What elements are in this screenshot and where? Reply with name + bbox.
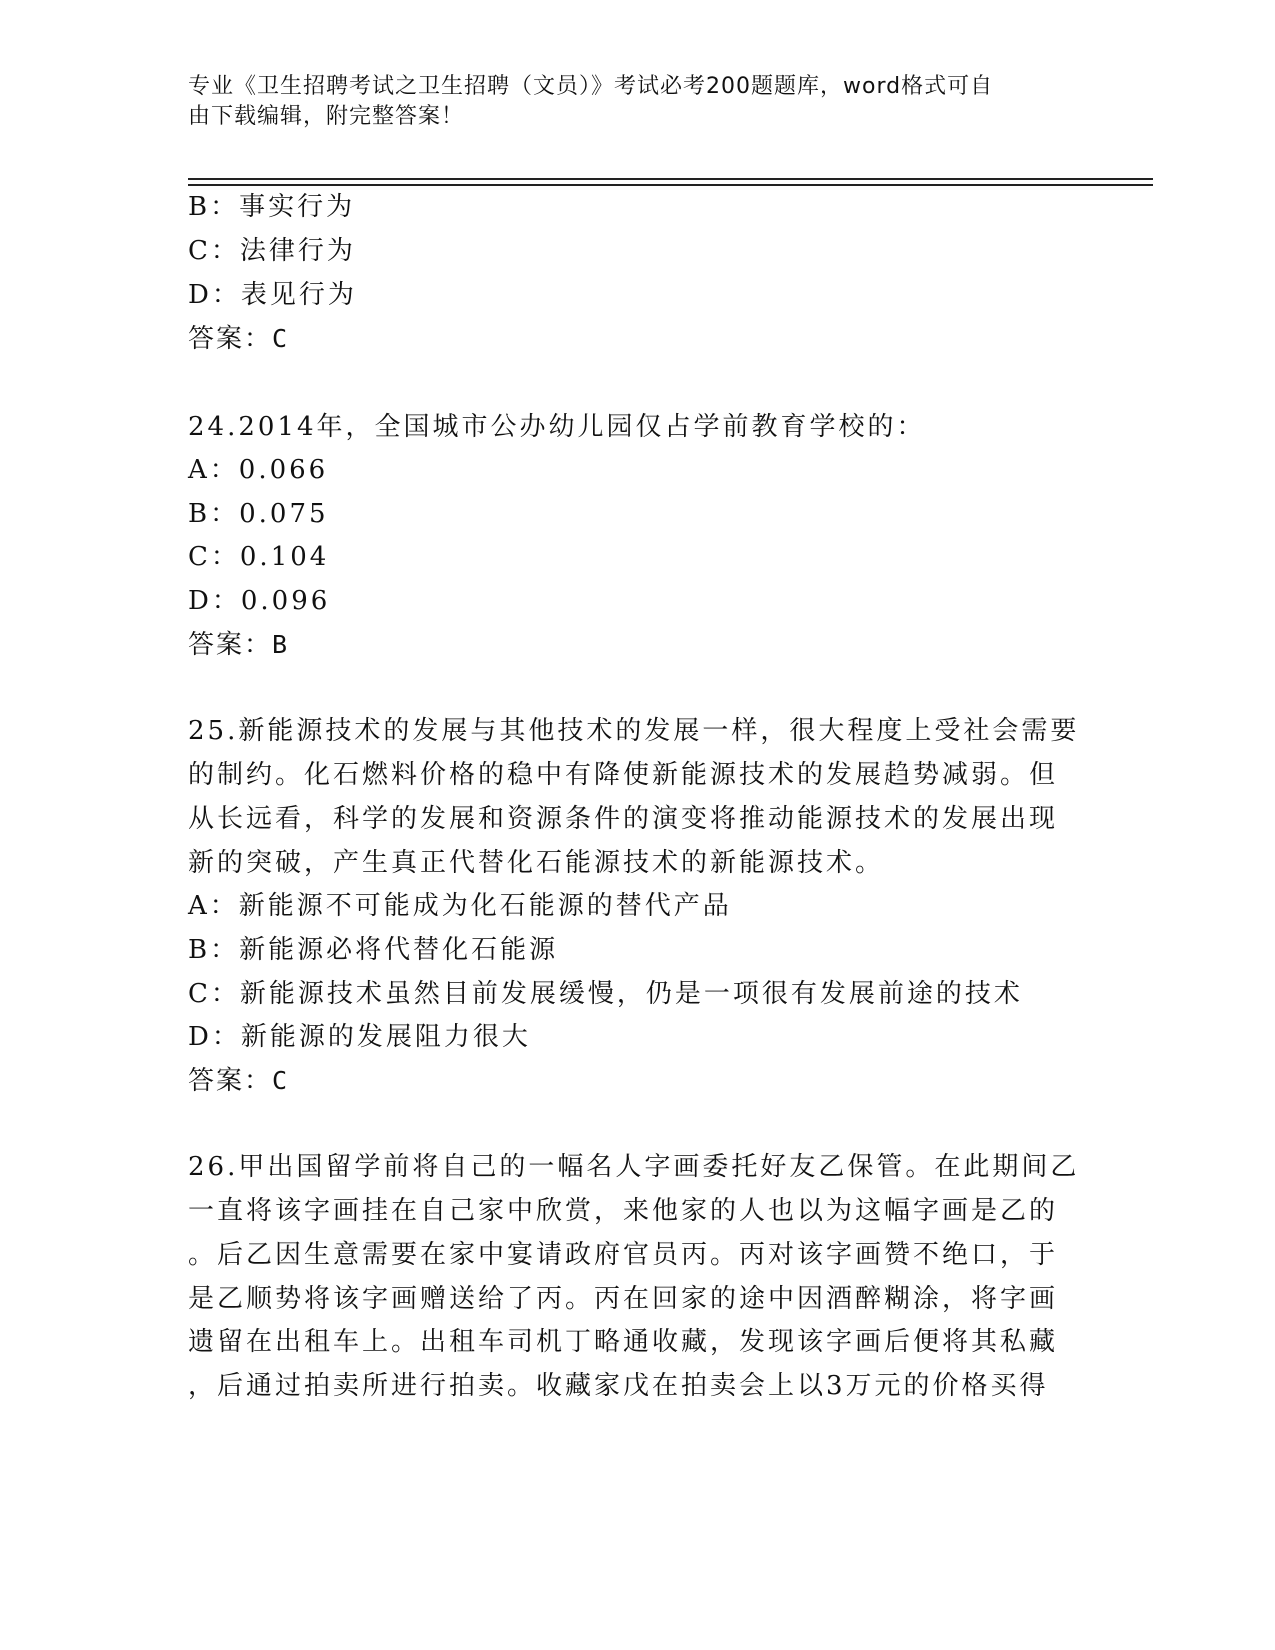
q25-option-d: D：新能源的发展阻力很大 <box>188 1022 531 1052</box>
header-divider-top <box>188 178 1153 180</box>
answer-value: B <box>272 630 290 659</box>
q25-option-b: B：新能源必将代替化石能源 <box>188 935 559 965</box>
q23-option-d: D：表见行为 <box>188 280 357 310</box>
q24-option-b: B：0.075 <box>188 499 329 529</box>
q26-question-line-6: ，后通过拍卖所进行拍卖。收藏家戊在拍卖会上以3万元的价格买得 <box>188 1371 1049 1401</box>
header-line-2: 由下载编辑，附完整答案！ <box>188 104 465 129</box>
q23-option-c: C：法律行为 <box>188 236 356 266</box>
answer-label: 答案： <box>188 1066 273 1096</box>
answer-label: 答案： <box>188 324 273 354</box>
answer-value: C <box>272 1066 290 1095</box>
q25-option-c: C：新能源技术虽然目前发展缓慢，仍是一项很有发展前途的技术 <box>188 979 1023 1009</box>
q25-question-line-2: 的制约。化石燃料价格的稳中有降使新能源技术的发展趋势减弱。但 <box>188 760 1059 790</box>
q25-question-line-4: 新的突破，产生真正代替化石能源技术的新能源技术。 <box>188 848 885 878</box>
q25-answer <box>188 1060 289 1097</box>
q26-question-line-4: 是乙顺势将该字画赠送给了丙。丙在回家的途中因酒醉糊涂，将字画 <box>188 1284 1059 1314</box>
q24-option-d: D：0.096 <box>188 586 331 616</box>
q23-option-b: B：事实行为 <box>188 192 356 222</box>
q26-question-line-3: 。后乙因生意需要在家中宴请政府官员丙。丙对该字画赞不绝口，于 <box>188 1240 1059 1270</box>
q26-question-line-1: 26.甲出国留学前将自己的一幅名人字画委托好友乙保管。在此期间乙 <box>188 1152 1080 1182</box>
q24-question: 24.2014年，全国城市公办幼儿园仅占学前教育学校的： <box>188 412 926 442</box>
q26-question-line-2: 一直将该字画挂在自己家中欣赏，来他家的人也以为这幅字画是乙的 <box>188 1196 1059 1226</box>
q24-option-c: C：0.104 <box>188 542 330 572</box>
answer-label: 答案： <box>188 630 273 660</box>
q25-question-line-1: 25.新能源技术的发展与其他技术的发展一样，很大程度上受社会需要 <box>188 716 1080 746</box>
q24-answer <box>188 624 289 661</box>
document-header <box>188 72 1068 132</box>
q26-question-line-5: 遗留在出租车上。出租车司机丁略通收藏，发现该字画后便将其私藏 <box>188 1327 1059 1357</box>
q24-option-a: A：0.066 <box>188 455 329 485</box>
q25-question-line-3: 从长远看，科学的发展和资源条件的演变将推动能源技术的发展出现 <box>188 804 1059 834</box>
q25-option-a: A：新能源不可能成为化石能源的替代产品 <box>188 891 732 921</box>
q23-answer <box>188 318 289 355</box>
answer-value: C <box>272 324 290 353</box>
header-line-1: 专业《卫生招聘考试之卫生招聘（文员）》考试必考200题题库，word格式可自 <box>188 74 994 99</box>
